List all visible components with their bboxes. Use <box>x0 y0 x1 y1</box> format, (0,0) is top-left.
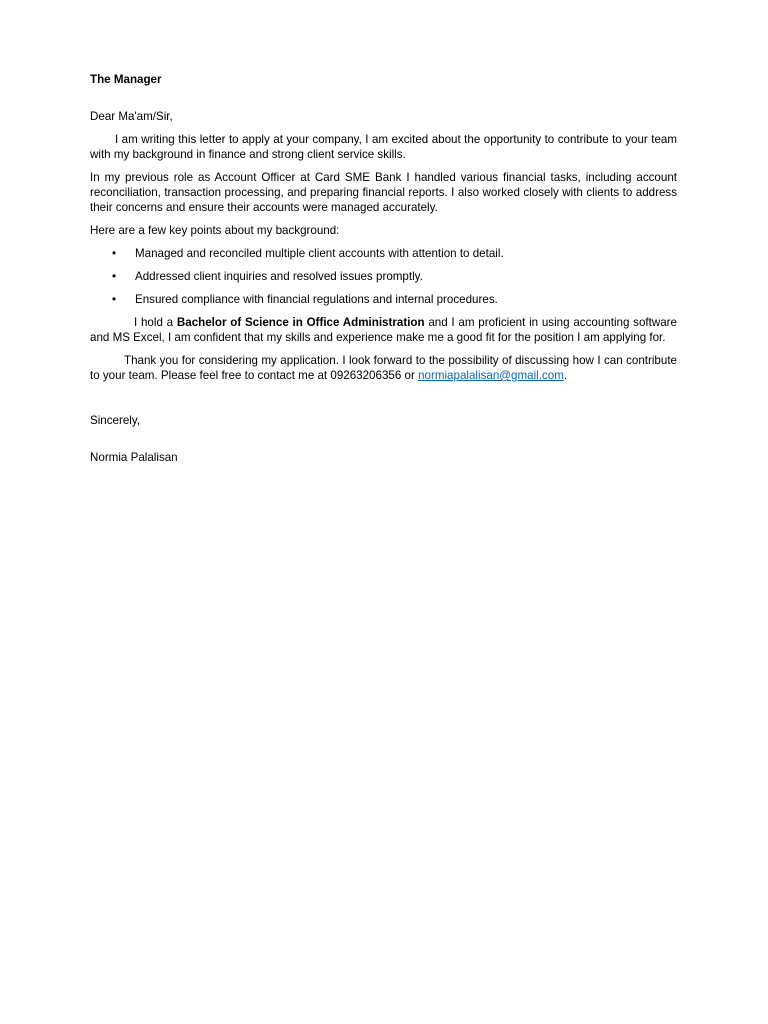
recipient-heading: The Manager <box>90 73 162 86</box>
bullet-icon: • <box>112 247 117 260</box>
education-suffix: and I am proficient in using accounting software and MS Excel, I am confident that my skills and experience make me a good fit for the position I am applying for. <box>90 316 677 344</box>
list-item-text: Ensured compliance with financial regulations and internal procedures. <box>135 293 498 306</box>
education-paragraph <box>90 315 677 345</box>
thanks-text: Thank you for considering my application. I look forward to the possibility of discussing how I can contribute to your team. Please feel free to contact me at 09263206356 or <box>90 354 677 382</box>
signature: Normia Palalisan <box>90 451 178 464</box>
bullet-icon: • <box>112 270 117 283</box>
intro-paragraph: I am writing this letter to apply at your company, I am excited about the opportunity to contribute to your team with my background in finance and strong client service skills. <box>90 133 677 161</box>
key-points-intro: Here are a few key points about my background: <box>90 224 340 237</box>
salutation: Dear Ma'am/Sir, <box>90 110 173 123</box>
degree-name: Bachelor of Science in Office Administration <box>176 316 425 329</box>
list-item-text: Addressed client inquiries and resolved issues promptly. <box>135 270 423 283</box>
thanks-end: . <box>563 369 568 382</box>
email-link[interactable]: normiapalalisan@gmail.com <box>418 369 564 382</box>
experience-paragraph: In my previous role as Account Officer at Card SME Bank I handled various financial tasks, including account reconciliation, transaction processing, and preparing financial reports. I also worked closely with clients to address their concerns and ensure their accounts were managed accurately. <box>90 171 677 214</box>
closing: Sincerely, <box>90 414 141 427</box>
list-item-text: Managed and reconciled multiple client accounts with attention to detail. <box>135 247 504 260</box>
thanks-paragraph <box>90 353 677 383</box>
list-item <box>90 292 677 307</box>
list-item <box>90 269 677 284</box>
bullet-icon: • <box>112 293 117 306</box>
list-item <box>90 246 677 261</box>
letter-page <box>90 72 677 473</box>
education-prefix: I hold a <box>134 316 177 329</box>
key-points-list <box>90 246 677 307</box>
